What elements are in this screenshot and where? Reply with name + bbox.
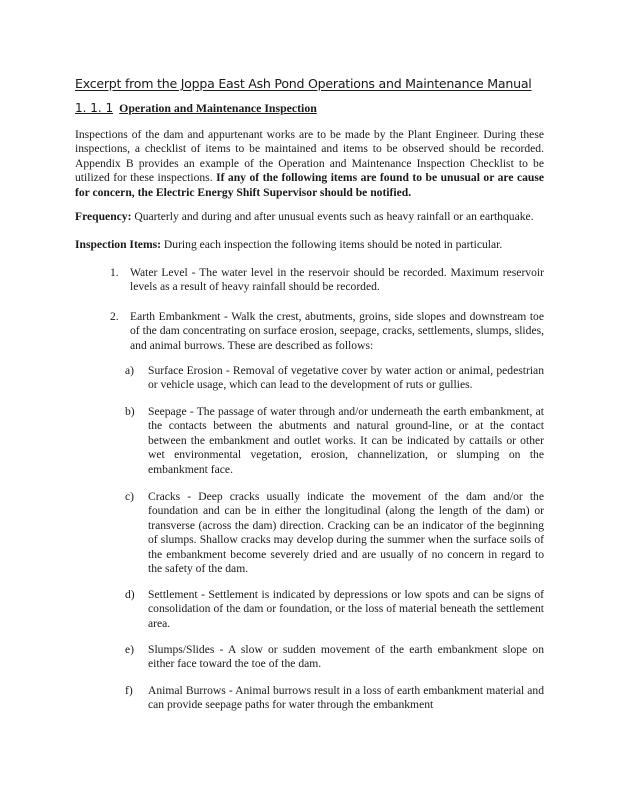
sub-list-item: [125, 588, 544, 631]
list-item-marker: 2.: [110, 310, 119, 323]
intro-paragraph: [75, 128, 544, 200]
intro-bold-text: If any of the following items are found to be unusual or are cause for concern, the Electric Energy Shift Supervisor should be notified.: [75, 171, 544, 199]
inspection-items-text: During each inspection the following items should be noted in particular.: [161, 238, 503, 251]
sub-list-item-text: Cracks - Deep cracks usually indicate the movement of the dam and/or the foundation and can be in either the longitudinal (along the length of the dam) or transverse (across the dam) direction. Cracking can be an indicator of the beginning of slumps. Shallow cracks may develop during the summer when the surface soils of the embankment become severely dried and are usually of no concern in regard to the safety of the dam.: [148, 490, 544, 576]
list-item-text: Water Level - The water level in the reservoir should be recorded. Maximum reservoir levels as a result of heavy rainfall should be recorded.: [130, 266, 544, 294]
sub-list-item-marker: a): [125, 364, 135, 377]
sub-list-item-marker: f): [125, 684, 133, 697]
sub-list-item: [125, 643, 544, 672]
sub-list-item-marker: d): [125, 588, 135, 601]
sub-list-item: [125, 364, 544, 393]
inspection-items-paragraph: [75, 238, 544, 252]
sub-list-item-text: Settlement - Settlement is indicated by depressions or low spots and can be signs of consolidation of the dam or foundation, or the loss of material beneath the settlement area.: [148, 588, 544, 630]
intro-text: Inspections of the dam and appurtenant works are to be made by the Plant Engineer. During these inspections, a checklist of items to be maintained and items to be observed should be recorded. Appendix B provides an example of the Operation and Maintenance Inspection Checklist to be utilized for these inspections.: [75, 128, 544, 185]
section-heading: [75, 99, 545, 117]
frequency-text: Quarterly and during and after unusual events such as heavy rainfall or an earthquake.: [131, 210, 534, 223]
list-item-text: Earth Embankment - Walk the crest, abutments, groins, side slopes and downstream toe of the dam concentrating on surface erosion, seepage, cracks, settlements, slumps, slides, and animal burrows. These are described as follows:: [130, 310, 544, 352]
sub-list-item: [125, 490, 544, 576]
sub-list-item-text: Animal Burrows - Animal burrows result in a loss of earth embankment material and can provide seepage paths for water through the embankment: [148, 684, 544, 712]
sub-list-item-marker: c): [125, 490, 135, 503]
sub-list-item-text: Seepage - The passage of water through and/or underneath the earth embankment, at the contacts between the abutments and natural ground-line, or at the contact between the embankment and outlet works. It can be indicated by cattails or other wet environmental vegetation, erosion, channelization, or slumping on the embankment face.: [148, 405, 544, 476]
list-item-marker: 1.: [110, 266, 119, 279]
list-item: [110, 310, 544, 353]
section-number: 1. 1. 1: [75, 101, 114, 115]
inspection-items-label: Inspection Items:: [75, 238, 161, 251]
document-title: Excerpt from the Joppa East Ash Pond Operations and Maintenance Manual: [75, 76, 532, 91]
list-item: [110, 266, 544, 295]
section-title: Operation and Maintenance Inspection: [119, 101, 317, 115]
sub-list-item-marker: e): [125, 643, 135, 656]
frequency-paragraph: [75, 210, 544, 224]
sub-list-item-marker: b): [125, 405, 135, 418]
sub-list-item: [125, 405, 544, 477]
sub-list-item-text: Slumps/Slides - A slow or sudden movement of the earth embankment slope on either face toward the toe of the dam.: [148, 643, 544, 671]
sub-list-item-text: Surface Erosion - Removal of vegetative cover by water action or animal, pedestrian or vehicle usage, which can lead to the development of ruts or gullies.: [148, 364, 544, 392]
frequency-label: Frequency:: [75, 210, 132, 223]
sub-list-item: [125, 684, 544, 713]
